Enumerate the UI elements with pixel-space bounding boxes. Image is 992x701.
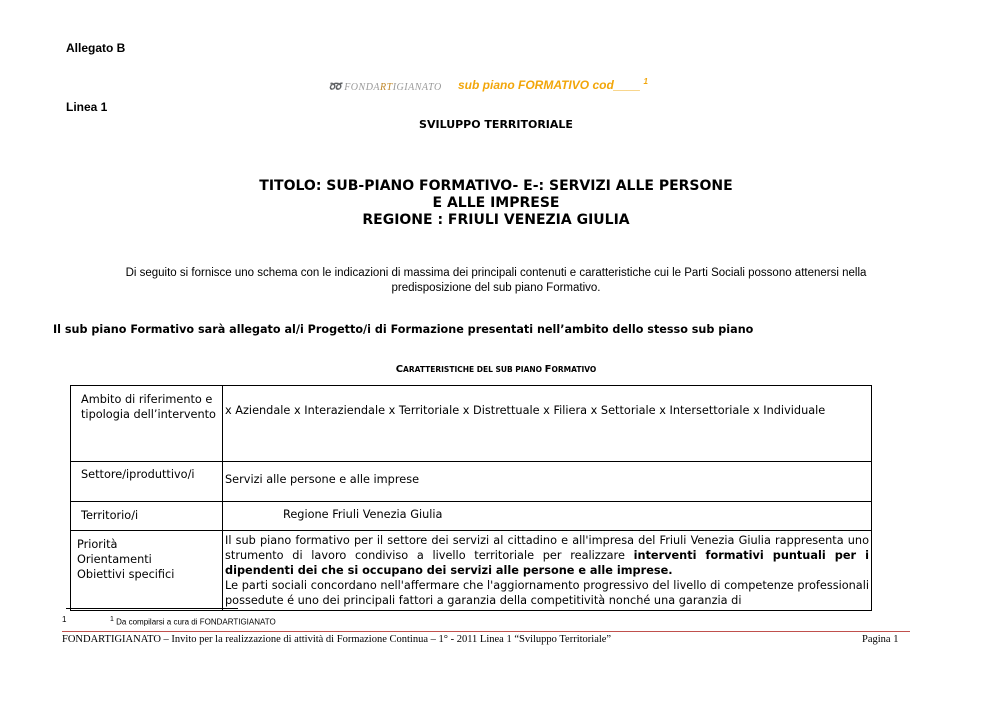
- table-caption: CARATTERISTICHE DEL SUB PIANO FORMATIVO: [395, 364, 597, 375]
- document-title: [0, 178, 992, 229]
- row-label-ambito: Ambito di riferimento e tipologia dell’intervento: [81, 393, 216, 421]
- highlighted-text: interventi formativi puntuali per i dipendenti dei che si occupano dei servizi alle persone e alle imprese.: [225, 549, 870, 577]
- linea-label: Linea 1: [66, 100, 108, 114]
- table-row: [71, 462, 872, 502]
- title-line-2: E ALLE IMPRESE: [432, 195, 560, 211]
- page-number: Pagina 1: [862, 634, 899, 645]
- footnote-separator: [66, 608, 238, 609]
- fondartigianato-logo: ➿ FONDARTIGIANATO: [328, 81, 442, 93]
- table-row: [71, 531, 872, 611]
- row-label-territorio: Territorio/i: [81, 509, 139, 522]
- logo-swoosh-icon: ➿: [328, 81, 343, 93]
- intro-paragraph: Di seguito si fornisce uno schema con le indicazioni di massima dei principali contenuti e caratteristiche cui le Parti Sociali possono attenersi nella predisposizione del sub piano Formativo.: [125, 267, 867, 294]
- row-value-priorita: Il sub piano formativo per il settore dei servizi al cittadino e all'impresa del Friuli Venezia Giulia rappresenta uno strumento di lavoro condiviso a livello territoriale per realizzare interventi formativi puntuali per i dipendenti dei che si occupano dei servizi alle persone e alle imprese. Le parti sociali concordano nell'affermare che l'aggiornamento progressivo del livello di competenze professionali possedute é uno dei principali fattori a garanzia della competitività nonché una garanzia di: [223, 531, 872, 611]
- table-row: [71, 502, 872, 531]
- footer-text: FONDARTIGIANATO – Invito per la realizzazione di attività di Formazione Continua – 1° - 2011 Linea 1 “Sviluppo Territoriale”: [62, 634, 612, 645]
- characteristics-table: [70, 385, 872, 611]
- subpiano-code: sub piano FORMATIVO cod____ $^1$: [458, 77, 648, 92]
- footnote-text: $^1$ Da compilarsi a cura di FONDARTIGIANATO: [110, 616, 276, 627]
- title-line-1: TITOLO: SUB-PIANO FORMATIVO- E-: SERVIZI ALLE PERSONE: [259, 178, 733, 194]
- footnote-number: 1: [62, 615, 67, 624]
- title-line-3: REGIONE : FRIULI VENEZIA GIULIA: [362, 212, 630, 228]
- row-value-ambito: x Aziendale x Interaziendale x Territoriale x Distrettuale x Filiera x Settoriale x Intersettoriale x Individuale: [223, 386, 872, 462]
- allegato-label: Allegato B: [66, 41, 126, 55]
- sviluppo-heading: SVILUPPO TERRITORIALE: [419, 118, 573, 131]
- footer-divider: [62, 631, 910, 632]
- row-label-priorita: Priorità Orientamenti Obiettivi specifici: [77, 538, 175, 581]
- row-value-territorio: Regione Friuli Venezia Giulia: [283, 508, 443, 521]
- row-value-settore: Servizi alle persone e alle imprese: [223, 462, 872, 502]
- row-label-settore: Settore/iproduttivo/i: [81, 468, 195, 481]
- table-row: [71, 386, 872, 462]
- allegato-statement: Il sub piano Formativo sarà allegato al/i Progetto/i di Formazione presentati nell’ambito dello stesso sub piano: [53, 323, 754, 336]
